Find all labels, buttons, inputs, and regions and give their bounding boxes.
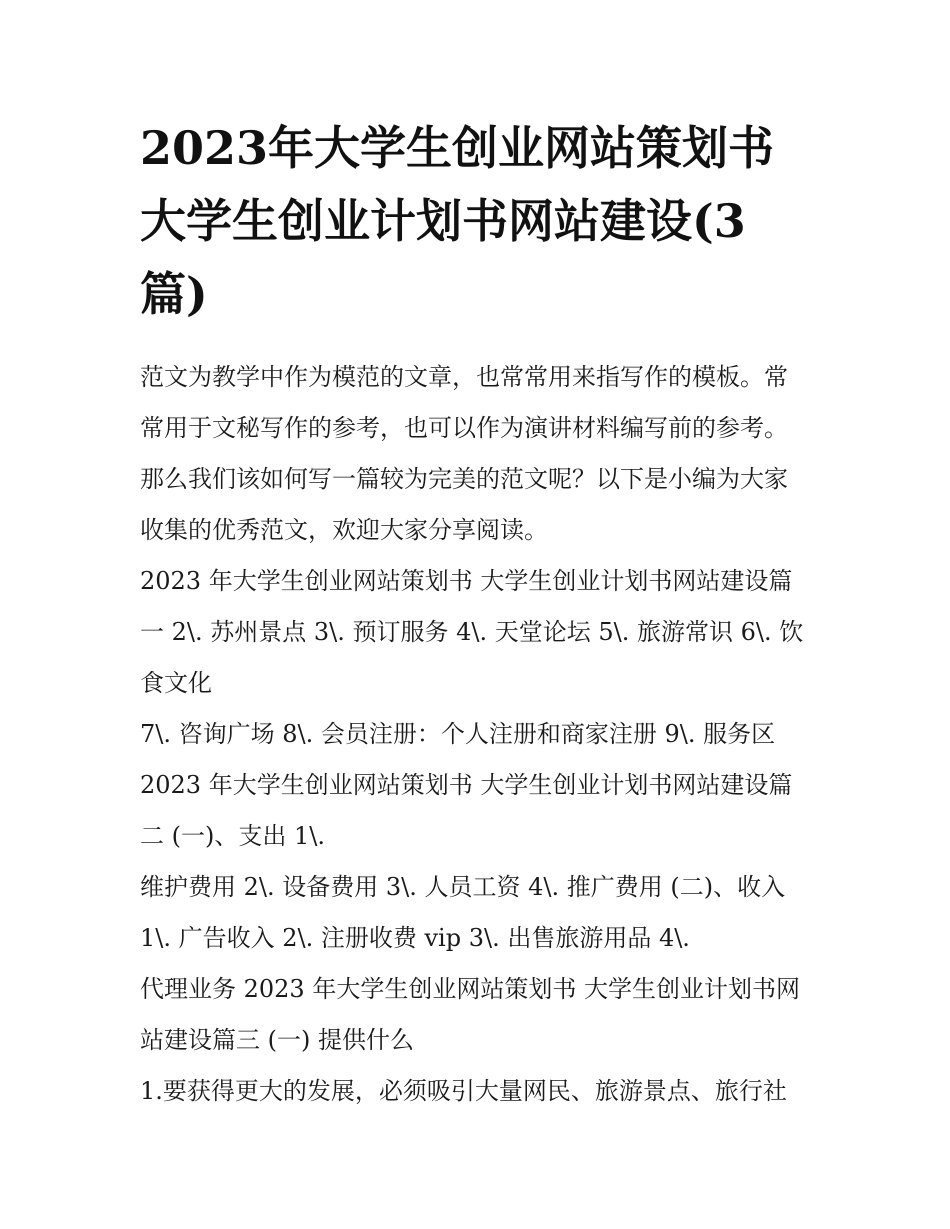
body-line: 范文为教学中作为模范的文章，也常常用来指写作的模板。常: [140, 363, 788, 391]
body-line: 2023 年大学生创业网站策划书 大学生创业计划书网站建设篇: [140, 771, 793, 799]
title-line: 大学生创业计划书网站建设(3: [140, 194, 746, 248]
body-line: 常用于文秘写作的参考，也可以作为演讲材料编写前的参考。: [140, 414, 788, 442]
body-line: 1\. 广告收入 2\. 注册收费 vip 3\. 出售旅游用品 4\.: [140, 924, 690, 952]
body-line: 维护费用 2\. 设备费用 3\. 人员工资 4\. 推广费用 (二)、收入: [140, 873, 786, 901]
body-line: 收集的优秀范文，欢迎大家分享阅读。: [140, 516, 548, 544]
body-line: 代理业务 2023 年大学生创业网站策划书 大学生创业计划书网: [140, 975, 800, 1003]
body-line: 站建设篇三 (一) 提供什么: [140, 1026, 414, 1054]
body-line: 一 2\. 苏州景点 3\. 预订服务 4\. 天堂论坛 5\. 旅游常识 6\. 饮: [140, 618, 804, 646]
body-line: 2023 年大学生创业网站策划书 大学生创业计划书网站建设篇: [140, 567, 793, 595]
body-line: 二 (一)、支出 1\.: [140, 822, 325, 850]
body-line: 1.要获得更大的发展，必须吸引大量网民、旅游景点、旅行社: [140, 1077, 787, 1105]
title-line: 篇): [140, 267, 208, 321]
document-title: [140, 112, 820, 331]
body-line: 食文化: [140, 669, 212, 697]
body-line: 7\. 咨询广场 8\. 会员注册：个人注册和商家注册 9\. 服务区: [140, 720, 776, 748]
title-line: 2023年大学生创业网站策划书: [140, 121, 775, 175]
body-line: 那么我们该如何写一篇较为完美的范文呢？以下是小编为大家: [140, 465, 788, 493]
document-body: [140, 352, 830, 1117]
